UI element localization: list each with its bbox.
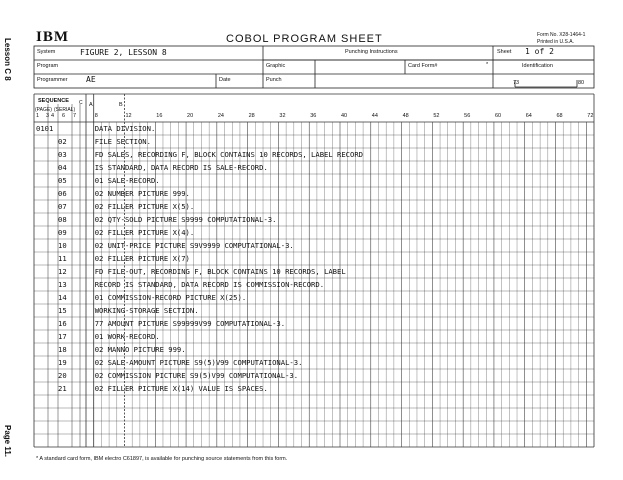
column-number: 72 bbox=[587, 113, 594, 119]
column-number: 64 bbox=[525, 113, 532, 119]
sequence-number: 10 bbox=[58, 241, 67, 250]
column-number: 56 bbox=[464, 113, 471, 119]
column-number: 52 bbox=[433, 113, 440, 119]
column-number: 16 bbox=[156, 113, 163, 119]
area-a-label: A bbox=[89, 102, 93, 108]
ibm-logo: IBM bbox=[36, 29, 69, 45]
sequence-number: 11 bbox=[58, 254, 67, 263]
column-number: 32 bbox=[279, 113, 286, 119]
column-number: 20 bbox=[187, 113, 194, 119]
sequence-label: SEQUENCE bbox=[38, 98, 69, 104]
sequence-number: 02 bbox=[58, 137, 67, 146]
code-line[interactable]: 02 SALE-AMOUNT PICTURE S9(5)V99 COMPUTATIONAL-3. bbox=[94, 358, 303, 367]
column-number: 3 bbox=[46, 113, 50, 119]
sheet-label: Sheet bbox=[497, 49, 512, 55]
code-line[interactable]: 02 COMMISSION PICTURE S9(5)V99 COMPUTATIONAL-3. bbox=[94, 371, 299, 380]
lesson-side-label: Lesson C 8 bbox=[3, 38, 12, 81]
code-line[interactable]: 02 FILLER PICTURE X(14) VALUE IS SPACES. bbox=[94, 384, 268, 393]
sheet-value[interactable]: 1 of 2 bbox=[525, 47, 554, 56]
graphic-label: Graphic bbox=[266, 63, 286, 69]
system-label: System bbox=[37, 49, 56, 55]
column-number: 36 bbox=[310, 113, 317, 119]
sequence-number: 14 bbox=[58, 293, 67, 302]
card-form-label: Card Form# bbox=[408, 63, 438, 69]
sequence-number: 09 bbox=[58, 228, 67, 237]
page-col-label: (PAGE) bbox=[35, 107, 52, 113]
identification-start: 73 bbox=[513, 80, 520, 86]
identification-end: 80 bbox=[578, 80, 585, 86]
column-number: 44 bbox=[371, 113, 378, 119]
punching-instructions-label: Punching Instructions bbox=[345, 49, 398, 55]
code-line[interactable]: IS STANDARD, DATA RECORD IS SALE-RECORD. bbox=[94, 163, 268, 172]
sequence-number: 18 bbox=[58, 345, 67, 354]
column-number: 4 bbox=[51, 113, 55, 119]
column-number: 28 bbox=[248, 113, 255, 119]
punch-label: Punch bbox=[266, 77, 282, 83]
sequence-number: 05 bbox=[58, 176, 67, 185]
sequence-number: 20 bbox=[58, 371, 67, 380]
page-side-label: Page 11. bbox=[3, 425, 12, 458]
code-line[interactable]: 01 COMMISSION-RECORD PICTURE X(25). bbox=[94, 293, 247, 302]
program-label: Program bbox=[37, 63, 59, 69]
sequence-number: 0101 bbox=[36, 124, 54, 133]
code-line[interactable]: 02 FILLER PICTURE X(4). bbox=[94, 228, 195, 237]
sequence-number: 13 bbox=[58, 280, 67, 289]
code-line[interactable]: FD SALES, RECORDING F, BLOCK CONTAINS 10 RECORDS, LABEL RECORD bbox=[94, 150, 363, 159]
cont-col-label: C bbox=[79, 100, 83, 106]
code-line[interactable]: WORKING-STORAGE SECTION. bbox=[94, 306, 199, 315]
sheet-title: COBOL PROGRAM SHEET bbox=[226, 33, 383, 45]
column-number: 40 bbox=[341, 113, 348, 119]
programmer-value[interactable]: AE bbox=[86, 75, 96, 84]
column-number: 68 bbox=[556, 113, 563, 119]
sequence-number: 16 bbox=[58, 319, 67, 328]
serial-col-label: (SERIAL) bbox=[54, 107, 76, 113]
column-number: 1 bbox=[36, 113, 40, 119]
code-line[interactable]: 01 SALE-RECORD. bbox=[94, 176, 160, 185]
code-line[interactable]: 02 NUMBER PICTURE 999. bbox=[94, 189, 190, 198]
code-line[interactable]: 02 QTY-SOLD PICTURE S9999 COMPUTATIONAL-3. bbox=[94, 215, 277, 224]
printed-label: Printed in U.S.A. bbox=[537, 39, 574, 45]
column-number: 24 bbox=[217, 113, 224, 119]
column-number: 8 bbox=[94, 113, 98, 119]
code-line[interactable]: 02 UNIT-PRICE PICTURE S9V9999 COMPUTATIONAL-3. bbox=[94, 241, 294, 250]
code-line[interactable]: 77 AMOUNT PICTURE S99999V99 COMPUTATIONAL-3. bbox=[94, 319, 286, 328]
code-line[interactable]: 02 FILLER PICTURE X(7) bbox=[94, 254, 190, 263]
code-line[interactable]: FILE SECTION. bbox=[94, 137, 151, 146]
code-line[interactable]: FD FILE-OUT, RECORDING F, BLOCK CONTAINS 10 RECORDS, LABEL bbox=[94, 267, 346, 276]
column-number: 48 bbox=[402, 113, 409, 119]
code-line[interactable]: DATA DIVISION. bbox=[94, 124, 156, 133]
column-number: 12 bbox=[125, 113, 132, 119]
sequence-number: 12 bbox=[58, 267, 67, 276]
card-form-asterisk: * bbox=[486, 62, 489, 68]
form-number: Form No. X28-1464-1 bbox=[537, 32, 586, 38]
sequence-number: 03 bbox=[58, 150, 67, 159]
sequence-number: 07 bbox=[58, 202, 67, 211]
identification-label: Identification bbox=[522, 63, 553, 69]
sequence-number: 17 bbox=[58, 332, 67, 341]
area-b-label: B bbox=[119, 102, 123, 108]
code-line[interactable]: 02 FILLER PICTURE X(5). bbox=[94, 202, 195, 211]
column-number: 6 bbox=[62, 113, 66, 119]
column-number: 60 bbox=[494, 113, 502, 119]
sequence-number: 08 bbox=[58, 215, 67, 224]
code-line[interactable]: RECORD IS STANDARD, DATA RECORD IS COMMISSION-RECORD. bbox=[94, 280, 325, 289]
column-number: 7 bbox=[73, 113, 77, 119]
sequence-number: 21 bbox=[58, 384, 67, 393]
system-value[interactable]: FIGURE 2, LESSON 8 bbox=[80, 48, 167, 57]
sequence-number: 15 bbox=[58, 306, 67, 315]
date-label: Date bbox=[219, 77, 231, 83]
sequence-number: 04 bbox=[58, 163, 67, 172]
code-line[interactable]: 02 MANNO PICTURE 999. bbox=[94, 345, 186, 354]
code-line[interactable]: 01 WORK-RECORD. bbox=[94, 332, 160, 341]
footnote: * A standard card form, IBM electro C61897, is available for punching source statements from this form. bbox=[36, 456, 288, 462]
programmer-label: Programmer bbox=[37, 77, 68, 83]
sequence-number: 19 bbox=[58, 358, 67, 367]
sequence-number: 06 bbox=[58, 189, 67, 198]
